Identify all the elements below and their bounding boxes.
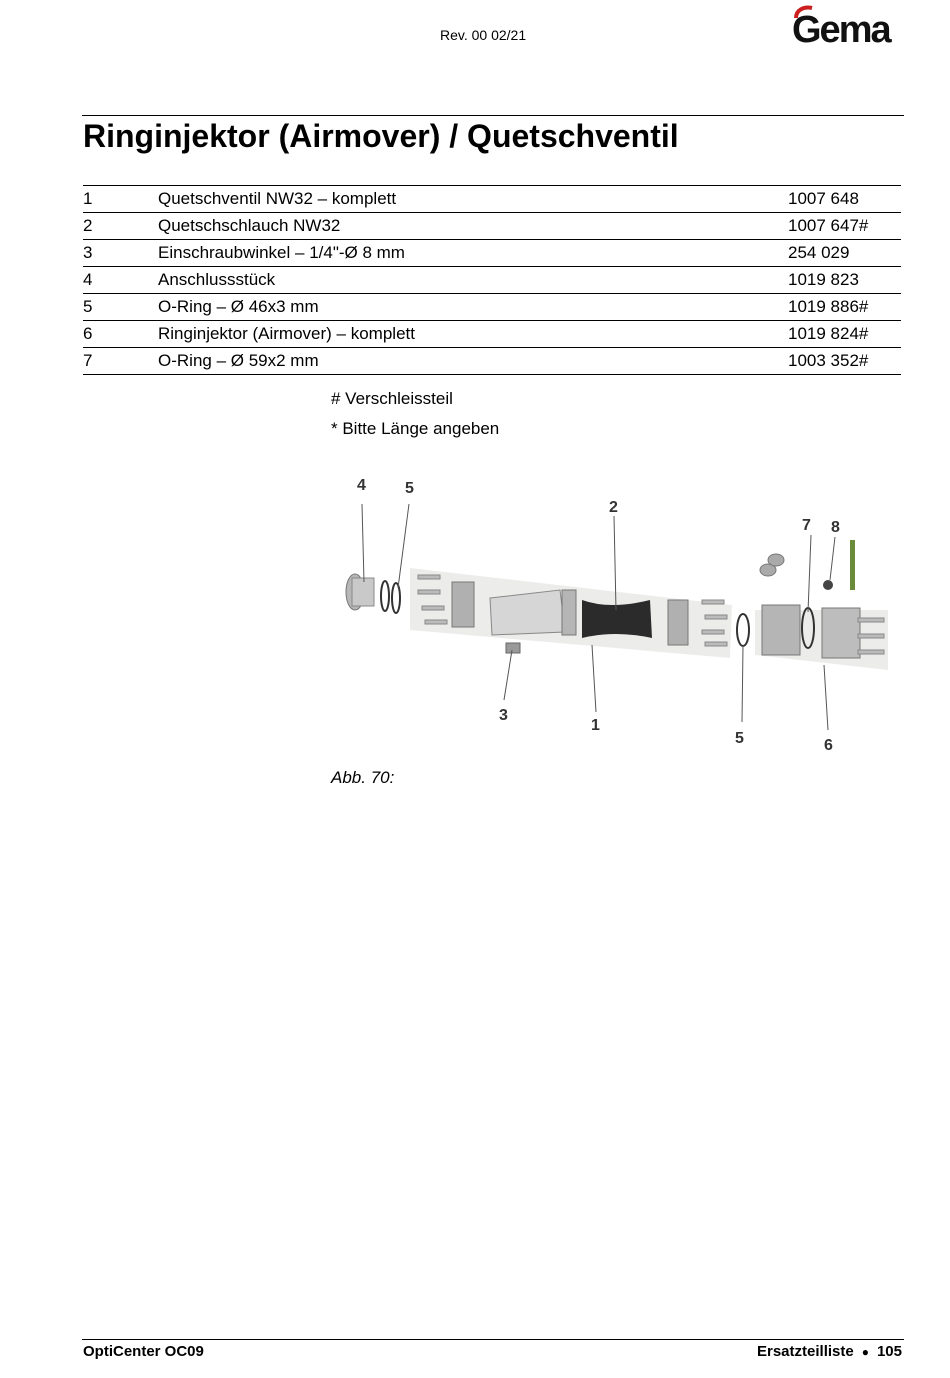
footer-bullet: ● [861,1345,869,1359]
callout-3: 3 [499,707,508,724]
part-description-cell: O-Ring – Ø 59x2 mm [158,348,788,375]
callout-8: 8 [831,519,840,536]
article-number-cell: 1019 824# [788,321,901,348]
table-row [83,294,901,321]
article-number-cell: 1007 647# [788,213,901,240]
footer-section: Ersatzteilliste [757,1343,854,1360]
part-description-cell: O-Ring – Ø 46x3 mm [158,294,788,321]
callout-6: 6 [824,737,833,754]
part-number-cell: 2 [83,213,158,240]
logo-text: Gema [792,9,890,46]
article-number-cell: 1007 648 [788,186,901,213]
parts-table [83,185,901,375]
part-number-cell: 6 [83,321,158,348]
callout-5-left: 5 [405,480,414,497]
figure-caption: Abb. 70: [331,768,395,787]
callout-5-right: 5 [735,730,744,747]
footer-rule [82,1339,904,1340]
part-number-cell: 7 [83,348,158,375]
part-description-cell: Ringinjektor (Airmover) – komplett [158,321,788,348]
length-note: * Bitte Länge angeben [331,419,500,438]
footer-product: OptiCenter OC09 [83,1343,204,1360]
part-description-cell: Quetschventil NW32 – komplett [158,186,788,213]
gema-logo [790,4,905,46]
table-row [83,267,901,294]
callout-1: 1 [591,717,600,734]
page-title: Ringinjektor (Airmover) / Quetschventil [83,118,679,154]
part-number-cell: 1 [83,186,158,213]
callout-7: 7 [802,517,811,534]
table-row [83,186,901,213]
callout-4: 4 [357,477,366,494]
table-row [83,240,901,267]
callout-2: 2 [609,499,618,516]
article-number-cell: 254 029 [788,240,901,267]
table-row [83,348,901,375]
header-rule [82,115,904,116]
article-number-cell: 1019 886# [788,294,901,321]
part-description-cell: Quetschschlauch NW32 [158,213,788,240]
part-description-cell: Anschlussstück [158,267,788,294]
part-number-cell: 4 [83,267,158,294]
wear-part-note: # Verschleissteil [331,389,453,408]
revision-label: Rev. 00 02/21 [440,27,527,43]
table-row [83,213,901,240]
article-number-cell: 1003 352# [788,348,901,375]
part-number-cell: 5 [83,294,158,321]
part-number-cell: 3 [83,240,158,267]
exploded-view-illustration [330,460,895,760]
footer-page-number: 105 [876,1343,902,1360]
table-row [83,321,901,348]
footer-page-info [757,1343,902,1360]
article-number-cell: 1019 823 [788,267,901,294]
part-description-cell: Einschraubwinkel – 1/4"-Ø 8 mm [158,240,788,267]
